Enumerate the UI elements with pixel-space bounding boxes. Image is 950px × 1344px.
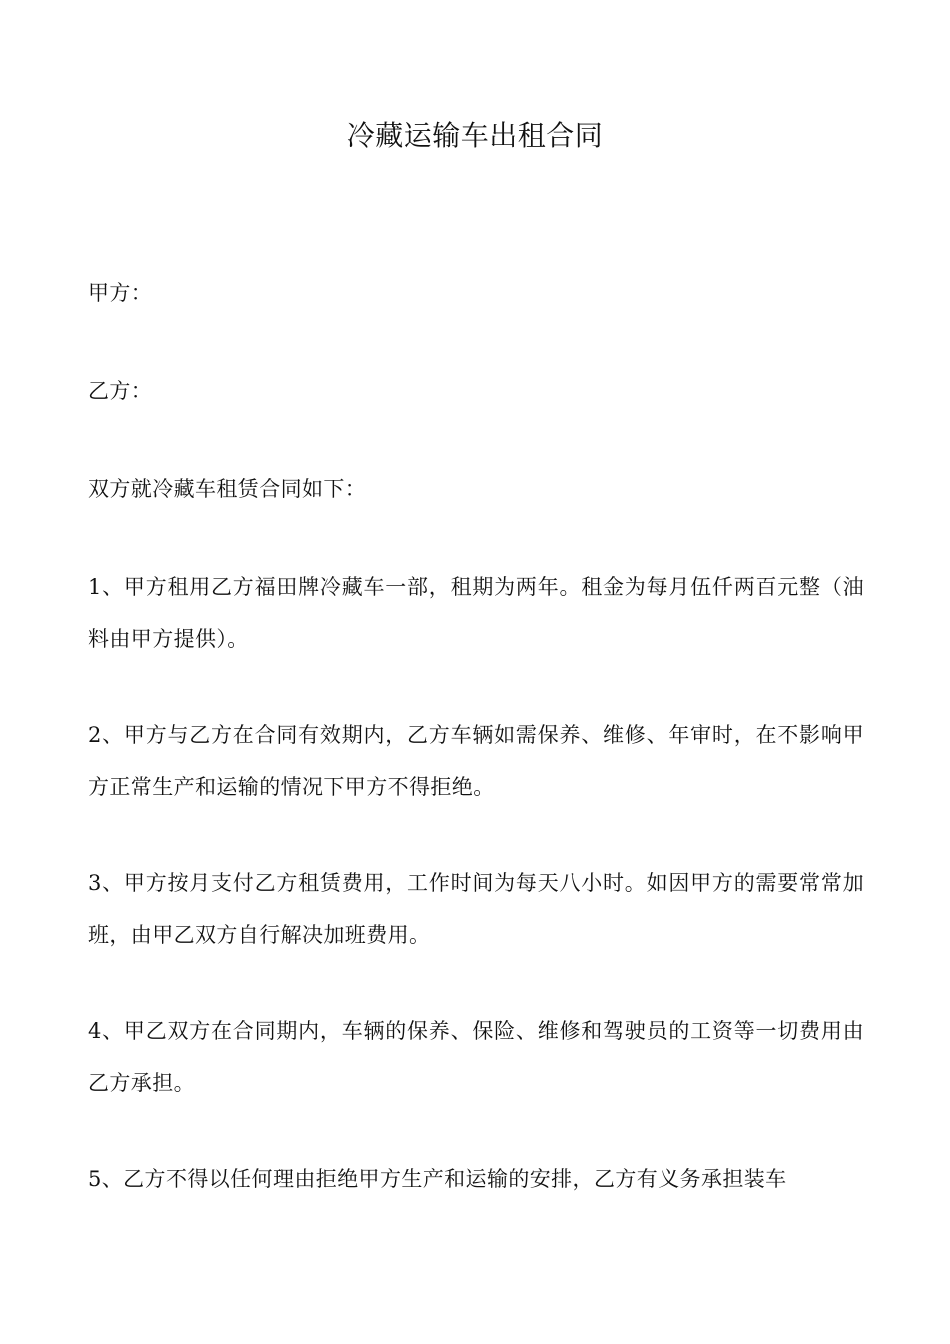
document-title: 冷藏运输车出租合同 <box>346 119 604 152</box>
party-b-label: 乙方： <box>88 379 153 403</box>
clause-3: 3、甲方按月支付乙方租赁费用，工作时间为每天八小时。如因甲方的需要常常加班，由甲乙双方自行解决加班费用。 <box>88 871 864 947</box>
contract-intro: 双方就冷藏车租赁合同如下： <box>88 477 367 501</box>
clause-2: 2、甲方与乙方在合同有效期内，乙方车辆如需保养、维修、年审时，在不影响甲方正常生产和运输的情况下甲方不得拒绝。 <box>88 723 864 799</box>
clause-5: 5、乙方不得以任何理由拒绝甲方生产和运输的安排，乙方有义务承担装车 <box>88 1167 787 1191</box>
document-body <box>88 267 864 1249</box>
clause-4: 4、甲乙双方在合同期内，车辆的保养、保险、维修和驾驶员的工资等一切费用由乙方承担。 <box>88 1019 864 1095</box>
clause-1: 1、甲方租用乙方福田牌冷藏车一部，租期为两年。租金为每月伍仟两百元整（油料由甲方提供）。 <box>88 575 864 651</box>
party-a-label: 甲方： <box>88 281 153 305</box>
